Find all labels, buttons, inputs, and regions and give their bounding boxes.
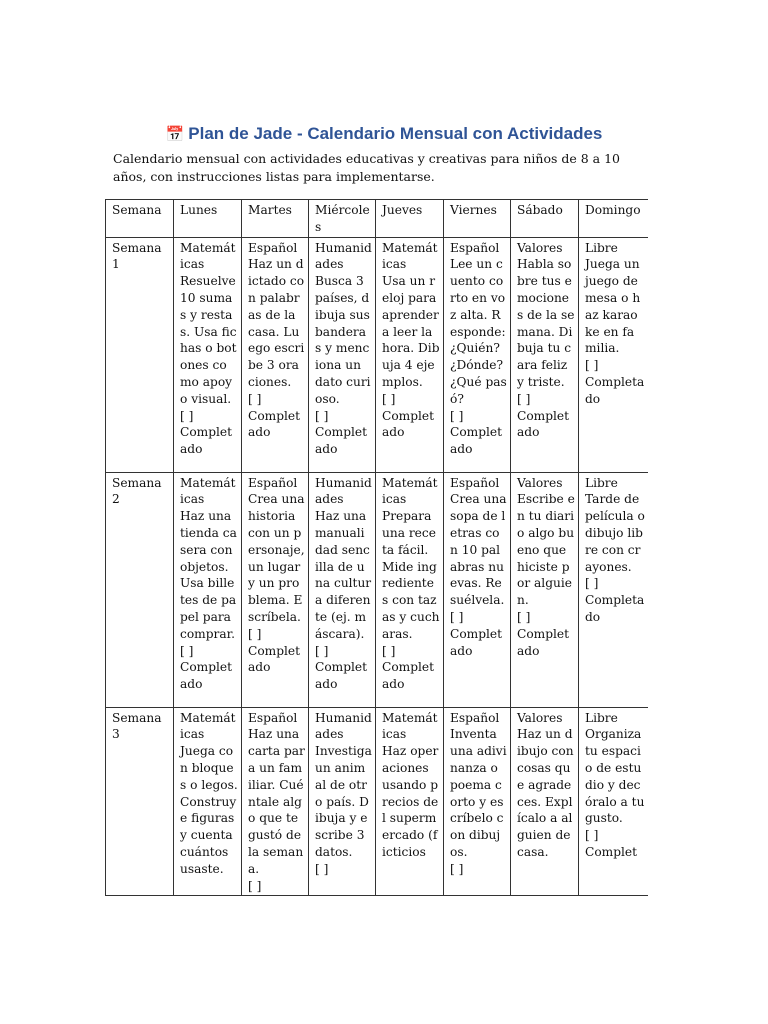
activity-text: Haz una carta para un familiar. Cuéntale algo que te gustó de la semana. (248, 727, 305, 876)
status-label: Completado (382, 408, 435, 440)
subject-label: Humanidades (315, 710, 372, 742)
activity-text: Haz un dibujo con cosas que agradeces. Explícalo a alguien de casa. (517, 727, 574, 859)
activity-text: Inventa una adivinanza o poema corto y escríbelo con dibujos. (450, 727, 507, 859)
checkbox[interactable]: [ ] (585, 358, 599, 373)
checkbox[interactable]: [ ] (450, 609, 464, 624)
subject-label: Libre (585, 475, 618, 490)
activity-cell (511, 707, 579, 896)
checkbox[interactable]: [ ] (450, 861, 464, 876)
checkbox[interactable]: [ ] (382, 643, 396, 658)
checkbox[interactable]: [ ] (517, 391, 531, 406)
activity-cell (309, 707, 376, 896)
activity-cell (309, 237, 376, 472)
activity-cell (242, 237, 309, 472)
header-miercoles: Miércoles (309, 200, 376, 238)
checkbox[interactable]: [ ] (315, 643, 329, 658)
week-label: Semana 3 (106, 707, 174, 896)
status-label: Completado (248, 643, 301, 675)
subject-label: Matemáticas (180, 240, 236, 272)
subject-label: Matemáticas (180, 475, 236, 507)
activity-cell (174, 707, 242, 896)
page-title (0, 124, 768, 144)
status-label: Completado (382, 660, 435, 692)
calendar-table (105, 199, 648, 896)
activity-text: Prepara una receta fácil. Mide ingredientes con tazas y cucharas. (382, 509, 440, 641)
activity-text: Juega con bloques o legos. Construye figuras y cuenta cuántos usaste. (180, 744, 238, 876)
subject-label: Matemáticas (382, 710, 438, 742)
calendar-table-wrapper (105, 199, 648, 922)
checkbox[interactable]: [ ] (315, 861, 329, 876)
status-label: Completado (180, 660, 233, 692)
subject-label: Valores (517, 710, 563, 725)
activity-text: Resuelve 10 sumas y restas. Usa fichas o botones como apoyo visual. (180, 274, 237, 406)
checkbox[interactable]: [ ] (382, 391, 396, 406)
status-label: Completado (248, 408, 301, 440)
subject-label: Español (450, 240, 500, 255)
table-row (106, 472, 649, 707)
checkbox[interactable]: [ ] (585, 576, 599, 591)
status-label: Completado (517, 408, 570, 440)
subject-label: Valores (517, 475, 563, 490)
checkbox[interactable]: [ ] (585, 828, 599, 843)
activity-cell (444, 237, 511, 472)
intro-paragraph: Calendario mensual con actividades educativas y creativas para niños de 8 a 10 años, con instrucciones listas para implementarse. (113, 151, 621, 184)
activity-cell (309, 472, 376, 707)
page-title-text: Plan de Jade - Calendario Mensual con Actividades (188, 124, 603, 143)
activity-text: Haz una manualidad sencilla de una cultura diferente (ej. máscara). (315, 509, 372, 641)
activity-text: Usa un reloj para aprender a leer la hora. Dibuja 4 ejemplos. (382, 274, 440, 389)
activity-cell (376, 707, 444, 896)
activity-cell (376, 237, 444, 472)
activity-cell (511, 472, 579, 707)
activity-cell (376, 472, 444, 707)
subject-label: Libre (585, 710, 618, 725)
activity-cell (579, 472, 649, 707)
status-label: Completado (517, 626, 570, 658)
subject-label: Matemáticas (382, 475, 438, 507)
activity-cell (174, 472, 242, 707)
activity-text: Haz un dictado con palabras de la casa. Luego escribe 3 oraciones. (248, 257, 305, 389)
activity-text: Lee un cuento corto en voz alta. Responde: ¿Quién? ¿Dónde? ¿Qué pasó? (450, 257, 507, 406)
activity-cell (511, 237, 579, 472)
subject-label: Valores (517, 240, 563, 255)
subject-label: Español (248, 710, 298, 725)
header-lunes: Lunes (174, 200, 242, 238)
week-label: Semana 1 (106, 237, 174, 472)
calendar-icon: 📅 (165, 125, 185, 143)
header-sabado: Sábado (511, 200, 579, 238)
subject-label: Matemáticas (180, 710, 236, 742)
subject-label: Humanidades (315, 475, 372, 507)
activity-cell (174, 237, 242, 472)
activity-cell (444, 707, 511, 896)
header-semana: Semana (106, 200, 174, 238)
status-label: Completado (450, 425, 503, 457)
checkbox[interactable]: [ ] (248, 391, 262, 406)
status-label: Completado (180, 425, 233, 457)
status-label: Completado (315, 660, 368, 692)
activity-cell (579, 707, 649, 896)
week-label: Semana 2 (106, 472, 174, 707)
header-domingo: Domingo (579, 200, 649, 238)
activity-text: Escribe en tu diario algo bueno que hiciste por alguien. (517, 492, 575, 608)
activity-text: Habla sobre tus emociones de la semana. Dibuja tu cara feliz y triste. (517, 257, 575, 389)
status-label: Completado (585, 593, 645, 624)
activity-text: Haz operaciones usando precios del supermercado (ficticios (382, 744, 439, 859)
checkbox[interactable]: [ ] (180, 643, 194, 658)
table-row (106, 707, 649, 896)
subject-label: Humanidades (315, 240, 372, 272)
checkbox[interactable]: [ ] (248, 878, 262, 893)
checkbox[interactable]: [ ] (248, 626, 262, 641)
table-row (106, 237, 649, 472)
activity-text: Tarde de película o dibujo libre con crayones. (585, 492, 645, 574)
subject-label: Libre (585, 240, 618, 255)
status-label: Completado (450, 626, 503, 658)
header-viernes: Viernes (444, 200, 511, 238)
checkbox[interactable]: [ ] (517, 609, 531, 624)
activity-text: Haz una tienda casera con objetos. Usa billetes de papel para comprar. (180, 509, 237, 641)
subject-label: Español (450, 710, 500, 725)
status-label: Completado (585, 374, 645, 406)
checkbox[interactable]: [ ] (180, 408, 194, 423)
subject-label: Matemáticas (382, 240, 438, 272)
activity-text: Investiga un animal de otro país. Dibuja y escribe 3 datos. (315, 744, 372, 859)
activity-text: Juega un juego de mesa o haz karaoke en familia. (585, 257, 641, 356)
subject-label: Español (248, 475, 298, 490)
subject-label: Español (450, 475, 500, 490)
activity-cell (579, 237, 649, 472)
status-label: Complet (585, 844, 638, 859)
status-label: Completado (315, 425, 368, 457)
activity-text: Crea una historia con un personaje, un lugar y un problema. Escríbela. (248, 492, 305, 624)
table-header-row (106, 200, 649, 238)
subject-label: Español (248, 240, 298, 255)
checkbox[interactable]: [ ] (315, 408, 329, 423)
header-martes: Martes (242, 200, 309, 238)
activity-cell (444, 472, 511, 707)
activity-text: Crea una sopa de letras con 10 palabras nuevas. Resuélvela. (450, 492, 507, 608)
checkbox[interactable]: [ ] (450, 408, 464, 423)
activity-cell (242, 707, 309, 896)
header-jueves: Jueves (376, 200, 444, 238)
activity-text: Busca 3 países, dibuja sus banderas y menciona un dato curioso. (315, 274, 371, 406)
activity-cell (242, 472, 309, 707)
activity-text: Organiza tu espacio de estudio y decóralo a tu gusto. (585, 727, 645, 826)
